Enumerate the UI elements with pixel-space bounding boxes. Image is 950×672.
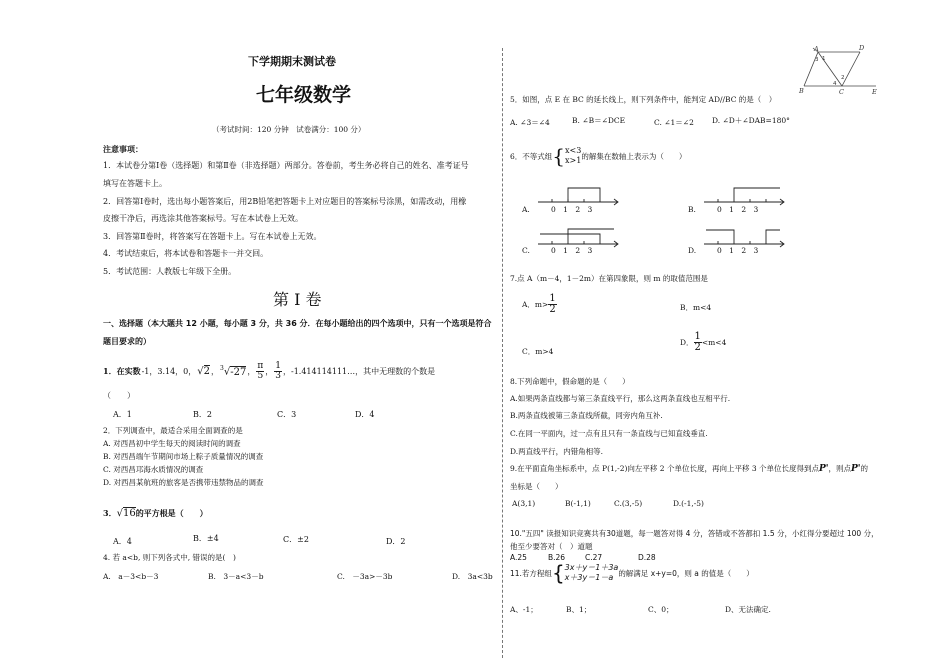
q9-option-c: C.(3,-5) — [614, 499, 643, 508]
q1-option-b: B．2 — [193, 410, 212, 419]
parallelogram-figure — [796, 44, 880, 96]
q11-option-c: C、0； — [648, 605, 674, 614]
sqrt-2: √2 — [197, 366, 211, 377]
note-line: 填写在答题卡上。 — [103, 179, 167, 188]
q6-option-d-label: D. — [688, 246, 697, 255]
pi-over-5: $\frac{\pi}{5}$ — [257, 361, 264, 381]
angle-1-label: 1 — [822, 56, 826, 62]
question-11-stem: 11.若方程组 { 3x＋y＝1＋3a x＋3y＝1－a 的解满足 x+y=0，则 a 的值是（ ） — [510, 561, 754, 586]
q10-option-b: B.26 — [548, 553, 566, 562]
question-1-stem: 1．在实数 -1，3.14，0， √2 ， $^3$√-27 ， $\frac{\pi}{5}$ ， $\frac{1}{3}$ ，-1.414114111…，其中无理数的个数是 — [103, 361, 436, 381]
point-e-label: E — [872, 88, 877, 96]
angle-3-label: 3 — [815, 57, 819, 63]
q2-option-a: A. 对西昌初中学生每天的阅读时间的调查 — [103, 439, 241, 448]
question-9-stem-line-2: 坐标是（ ） — [510, 482, 563, 491]
q7-option-a: A．m> $\frac{1}{2}$ — [522, 293, 556, 315]
q5-option-d: D. ∠D＋∠DAB=180° — [712, 116, 790, 125]
question-10-stem: 10."五四" 读报知识竞赛共有30道题，每一题答对得 4 分，答错或不答都扣 1.5 分，小红得分要超过 100 分， — [510, 529, 879, 538]
note-line: 1．本试卷分第Ⅰ卷（选择题）和第Ⅱ卷（非选择题）两部分。答卷前，考生务必将自己的姓名、准考证号 — [103, 161, 469, 170]
q2-option-b: B. 对西昌端午节期间市场上粽子质量情况的调查 — [103, 452, 264, 461]
q1-paren: （ ） — [103, 391, 135, 400]
q1-option-c: C．3 — [277, 410, 297, 419]
question-7-stem: 7.点 A（m－4，1－2m）在第四象限，则 m 的取值范围是 — [510, 274, 708, 283]
question-3-stem: 3． √16 的平方根是（ ） — [103, 508, 208, 519]
section-instruction: 一、选择题（本大题共 12 小题，每小题 3 分，共 36 分．在每小题给出的四个选项中，只有一个选项是符合 — [103, 319, 492, 328]
note-line: 2．回答第Ⅰ卷时，选出每小题答案后，用2B铅笔把答题卡上对应题目的答案标号涂黑，如需改动，用橡 — [103, 197, 467, 206]
question-8-stem: 8.下列命题中，假命题的是（ ） — [510, 377, 630, 386]
q3-option-a: A．4 — [113, 537, 132, 546]
point-d-label: D — [859, 44, 865, 52]
q9-option-a: A(3,1) — [512, 499, 536, 508]
question-9-stem: 9.在平面直角坐标系中，点 P(1,-2)向左平移 2 个单位长度，再向上平移 3 个单位长度得到点P'，则点P'的 — [510, 464, 869, 474]
q9-option-d: D.(-1,-5) — [673, 499, 704, 508]
q6-option-c-ticks: 0 1 2 3 — [551, 246, 593, 255]
section-instruction: 题目要求的） — [103, 337, 151, 346]
equation-system: 3x＋y＝1＋3a x＋3y＝1－a — [564, 563, 619, 583]
inequality-system: x<3 x>1 — [565, 146, 582, 165]
q8-option-b: B.两条直线被第三条直线所截，同旁内角互补. — [510, 411, 663, 420]
q6-option-c-label: C. — [522, 246, 530, 255]
q2-option-c: C. 对西昌邛海水质情况的调查 — [103, 465, 204, 474]
q5-option-c: C. ∠1＝∠2 — [654, 118, 694, 127]
note-line: 4．考试结束后，将本试卷和答题卡一并交回。 — [103, 249, 269, 258]
q8-option-d: D.两直线平行，内错角相等. — [510, 447, 604, 456]
question-2-stem: 2．下列调查中，最适合采用全面调查的是 — [103, 426, 243, 435]
q4-option-c: C. －3a>－3b — [337, 572, 393, 581]
q3-option-c: C．±2 — [283, 535, 309, 544]
q6-option-a-label: A. — [522, 205, 530, 214]
subtitle: 下学期期末测试卷 — [248, 55, 336, 68]
q1-numbers: -1，3.14，0， — [141, 367, 197, 376]
q4-option-a: A. a－3<b－3 — [103, 572, 159, 581]
column-divider — [502, 48, 503, 658]
q4-option-b: B. 3－a<3－b — [208, 572, 264, 581]
q6-option-b-ticks: 0 1 2 3 — [717, 205, 759, 214]
exam-info: （考试时间：120 分钟 试卷满分：100 分） — [212, 125, 366, 134]
question-4-stem: 4. 若 a<b, 则下列各式中, 错误的是( ) — [103, 553, 236, 562]
question-5-stem: 5．如图，点 E 在 BC 的延长线上，则下列条件中，能判定 AD//BC 的是（ ） — [510, 95, 777, 104]
q5-option-b: B. ∠B＝∠DCE — [572, 116, 626, 125]
cbrt-neg-27: $^3$√-27 — [220, 365, 247, 378]
angle-2-label: 2 — [841, 75, 845, 81]
q8-option-a: A.如果两条直线都与第三条直线平行，那么这两条直线也互相平行. — [510, 394, 731, 403]
note-line: 3．回答第Ⅱ卷时，将答案写在答题卡上。写在本试卷上无效。 — [103, 232, 322, 241]
q3-option-d: D．2 — [386, 537, 406, 546]
q5-option-a: A. ∠3＝∠4 — [510, 118, 550, 127]
q6-option-b-label: B. — [688, 205, 696, 214]
q10-option-c: C.27 — [585, 553, 603, 562]
question-6-stem: 6．不等式组 { x<3 x>1 的解集在数轴上表示为（ ） — [510, 144, 687, 168]
q3-option-b: B．±4 — [193, 534, 219, 543]
angle-4-label: 4 — [833, 81, 837, 87]
q6-option-a-ticks: 0 1 2 3 — [551, 205, 593, 214]
q7-option-b: B．m<4 — [680, 303, 712, 312]
page-title: 七年级数学 — [256, 84, 352, 106]
q1-option-a: A．1 — [113, 410, 132, 419]
section-title: 第 I 卷 — [273, 290, 322, 309]
note-line: 皮擦干净后，再选涂其他答案标号。写在本试卷上无效。 — [103, 214, 303, 223]
point-a-label: A — [814, 45, 819, 53]
q11-option-d: D、无法确定. — [725, 605, 771, 614]
q4-option-d: D. 3a<3b — [452, 572, 493, 581]
point-b-label: B — [799, 87, 804, 95]
question-10-stem-line-2: 他至少要答对（ ）道题 — [510, 542, 593, 551]
q1-option-d: D．4 — [355, 410, 375, 419]
q11-option-b: B、1； — [566, 605, 592, 614]
q7-option-d: D． $\frac{1}{2}$ <m<4 — [680, 331, 727, 353]
q10-option-d: D.28 — [638, 553, 656, 562]
q1-lead: 1．在实数 — [103, 366, 141, 376]
q6-option-d-ticks: 0 1 2 3 — [717, 246, 759, 255]
q10-option-a: A.25 — [510, 553, 527, 562]
q2-option-d: D. 对西昌某航班的旅客是否携带违禁物品的调查 — [103, 478, 264, 487]
note-line: 5．考试范围：人教版七年级下全册。 — [103, 267, 237, 276]
q11-option-a: A、-1； — [510, 605, 538, 614]
q7-option-c: C．m>4 — [522, 347, 554, 356]
one-third: $\frac{1}{3}$ — [275, 361, 281, 381]
sqrt-16: √16 — [116, 508, 136, 519]
notes-heading: 注意事项： — [103, 145, 143, 154]
q8-option-c: C.在同一平面内，过一点有且只有一条直线与已知直线垂直. — [510, 429, 708, 438]
q1-tail: ，-1.414114111…，其中无理数的个数是 — [283, 367, 436, 376]
q9-option-b: B(-1,1) — [565, 499, 591, 508]
point-c-label: C — [839, 88, 844, 96]
